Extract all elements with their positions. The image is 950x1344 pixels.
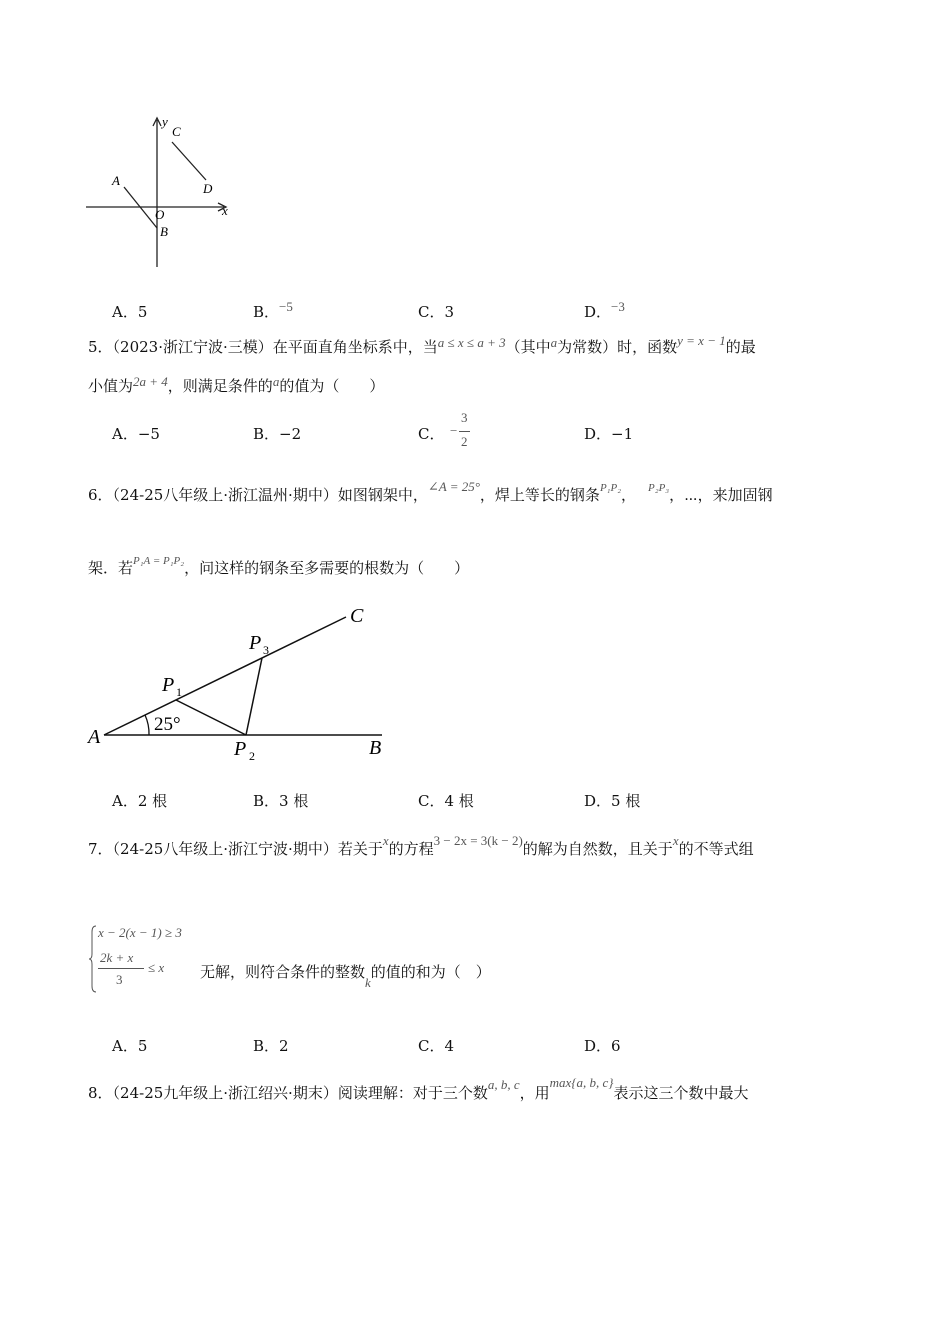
label-o: O [155,207,165,222]
q7-text-5: 无解，则符合条件的整数 [200,963,366,981]
q6-option-a[interactable]: A．2 根 [112,792,168,810]
q7-inequality-2-relation: ≤ x [148,960,165,975]
q5-option-c-fraction [450,410,474,454]
q6-math-condition: P₁A = P₁P₂ [133,555,185,567]
brace-icon [88,924,98,994]
q5-option-c[interactable] [418,424,444,444]
q7-source: （24-25八年级上·浙江宁波·期中） [112,840,338,858]
label-c: C [172,124,181,139]
q7-math-x2: x [672,833,679,848]
q7-math-x: x [382,833,389,848]
q6-text-4: ，⋯，来加固钢 [669,486,773,504]
q5-line1 [88,333,756,358]
label-b: B [160,224,168,239]
q6-text-6: ，问这样的钢条至多需要的根数为（ ） [184,559,470,577]
q7-number: 7． [88,840,113,858]
label-p2-sub: 2 [249,749,255,763]
q8-math-max: max{a, b, c} [549,1075,614,1090]
q5-math-a2: a [272,374,280,389]
q4-coordinate-figure [80,112,250,272]
q5-option-d[interactable]: D．−1 [584,425,634,443]
q7-inequality-1: x − 2(x − 1) ≥ 3 [98,925,182,940]
q4-option-b-label: B． [253,303,280,321]
q6-text-2: ，焊上等长的钢条 [479,486,600,504]
q4-option-b-math: −5 [279,299,293,314]
q6-source: （24-25八年级上·浙江温州·期中） [112,486,338,504]
angle-label: 25° [154,714,181,735]
q6-text-5: 架．若 [88,559,134,577]
segment-cd [172,142,206,180]
q5-text-6: ，则满足条件的 [167,377,273,395]
q8-text-2: ，用 [519,1084,550,1102]
q7-text-6: 的值的和为（ ） [370,963,491,981]
q6-number: 6． [88,486,113,504]
q6-option-d[interactable]: D．5 根 [584,792,641,810]
label-d: D [203,181,213,196]
label-a: A [88,726,101,748]
q7-option-a[interactable]: A．5 [112,1037,148,1055]
bar-p1p2 [176,700,246,735]
label-p3: P [249,632,262,654]
q7-inequality-system [88,924,208,996]
label-b: B [369,737,382,759]
q5-text-2: （其中 [505,338,551,356]
q6-text-1: 如图钢架中， [337,486,428,504]
q6-math-p1p2: P₁P₂ [599,482,622,494]
label-p2: P [234,738,247,760]
q4-option-c[interactable]: C．3 [418,303,455,321]
q4-option-a[interactable]: A．5 [112,303,148,321]
q5-math-range: a ≤ x ≤ a + 3 [437,335,506,350]
q7-inequality-2-numerator: 2k + x [100,950,134,965]
q7-text-3: 的解为自然数，且关于 [522,840,673,858]
q5-fraction-bar [459,431,470,432]
q6-text-3: ， [621,486,637,504]
q5-math-a: a [550,335,558,350]
q6-math-angle: ∠A = 25° [427,479,480,494]
q7-text-4: 的不等式组 [678,840,754,858]
q8-text-1: 阅读理解：对于三个数 [337,1084,488,1102]
q7-text-1: 若关于 [337,840,383,858]
q8-number: 8． [88,1084,113,1102]
q5-text-7: 的值为（ ） [279,377,385,395]
q5-option-c-label: C． [418,425,445,443]
label-p3-sub: 3 [263,643,269,657]
q4-option-b[interactable] [253,299,293,323]
q7-line1 [88,833,754,860]
q6-option-b[interactable]: B．3 根 [253,792,309,810]
label-p1-sub: 1 [176,685,182,699]
q8-line1 [88,1075,749,1104]
q6-line1 [88,479,773,507]
label-y: y [162,114,168,129]
q5-text-3: 为常数）时，函数 [557,338,678,356]
q7-math-equation: 3 − 2x = 3(k − 2) [433,833,523,848]
q7-line2 [200,962,491,990]
q5-fraction-denominator: 2 [461,434,468,449]
ray-ac [104,617,346,735]
q6-steel-frame-figure [84,598,394,766]
q5-option-a[interactable]: A．−5 [112,425,160,443]
label-x: x [222,203,228,218]
label-a: A [112,173,120,188]
label-p1: P [162,674,175,696]
q7-inequality-2-denominator: 3 [116,972,123,987]
q7-option-b[interactable]: B．2 [253,1037,289,1055]
q5-text-1: 在平面直角坐标系中，当 [272,338,438,356]
q7-math-k: k [365,975,371,990]
q8-text-3: 表示这三个数中最大 [613,1084,749,1102]
angle-arc [145,715,149,735]
bar-p2p3 [246,658,262,735]
q5-math-function: y = x − 1 [677,333,726,348]
q5-fraction-numerator: 3 [461,410,468,425]
q5-option-b[interactable]: B．−2 [253,425,302,443]
q5-math-min: 2a + 4 [133,374,168,389]
q5-fraction-sign: − [450,423,458,438]
q4-option-d-label: D． [584,303,612,321]
q7-fraction-bar [98,968,144,969]
q7-option-c[interactable]: C．4 [418,1037,455,1055]
q5-line2 [88,376,384,397]
q4-option-d[interactable] [584,299,625,323]
q6-option-c[interactable]: C．4 根 [418,792,474,810]
label-c: C [350,605,364,627]
q6-math-p2p3: P₂P₃ [648,482,670,494]
q8-source: （24-25九年级上·浙江绍兴·期末） [112,1084,338,1102]
q6-line2 [88,555,470,580]
q5-text-5: 小值为 [88,377,134,395]
q7-text-2: 的方程 [388,840,434,858]
q8-math-abc: a, b, c [487,1077,520,1092]
q4-option-d-math: −3 [611,299,625,314]
q5-source: （2023·浙江宁波·三模） [112,338,273,356]
q7-option-d[interactable]: D．6 [584,1037,621,1055]
q5-number: 5． [88,338,113,356]
q5-text-4: 的最 [725,338,756,356]
